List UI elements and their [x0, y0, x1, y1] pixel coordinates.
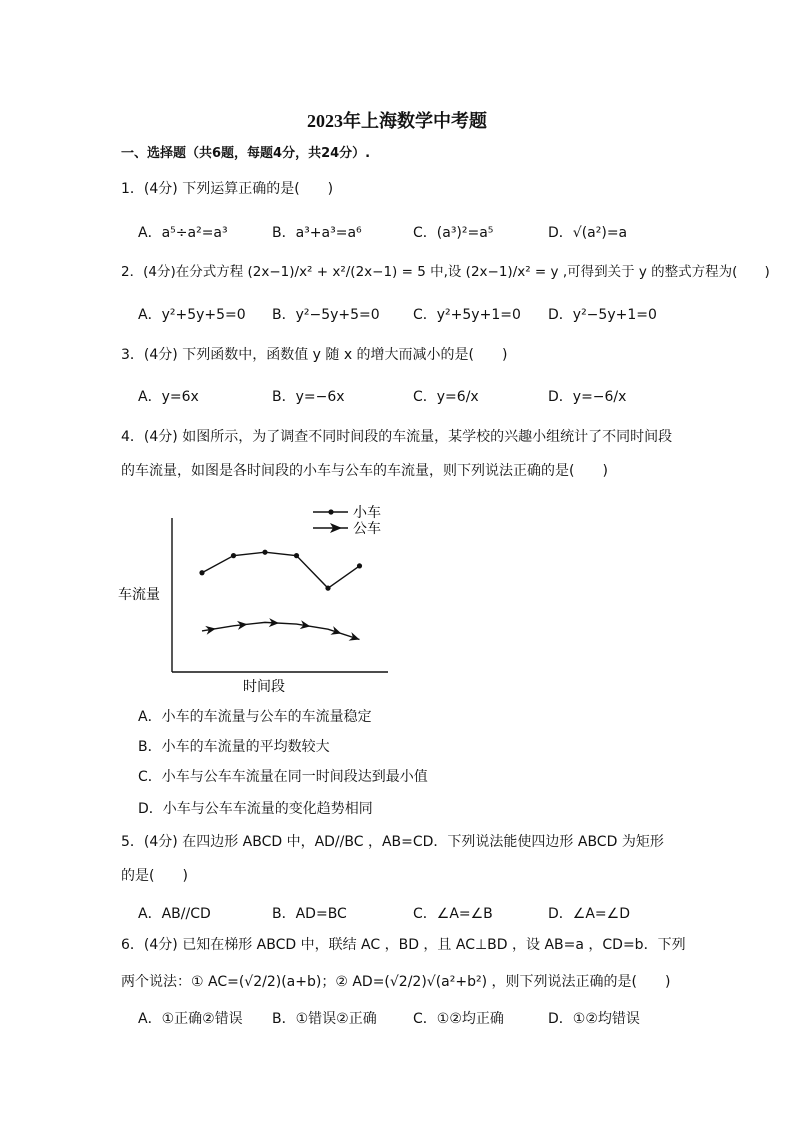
- series-1-point: [325, 586, 330, 591]
- q6-option-a: A．①正确②错误: [138, 1011, 243, 1027]
- q4-option-d: D．小车与公车车流量的变化趋势相同: [138, 801, 373, 817]
- page-title: 2023年上海数学中考题: [307, 111, 487, 131]
- q3-option-d: D．y=−6/x: [548, 389, 627, 405]
- q2-option-c: C．y²+5y+1=0: [413, 307, 521, 323]
- q5-option-d: D．∠A=∠D: [548, 906, 630, 922]
- q1-option-a: A．a⁵÷a²=a³: [138, 225, 228, 241]
- q5-option-a: A．AB//CD: [138, 906, 211, 922]
- legend-label-1: 小车: [353, 505, 381, 521]
- series-1-point: [294, 553, 299, 558]
- question-5-line1: 5．(4分) 在四边形 ABCD 中，AD//BC ，AB=CD．下列说法能使四边形 ABCD 为矩形: [121, 834, 664, 850]
- q3-option-a: A．y=6x: [138, 389, 199, 405]
- question-4-line1: 4．(4分) 如图所示，为了调查不同时间段的车流量，某学校的兴趣小组统计了不同时间段: [121, 429, 673, 445]
- q1-option-c: C．(a³)²=a⁵: [413, 225, 494, 241]
- y-axis-label: 车流量: [118, 587, 160, 603]
- plot-layer: [199, 550, 362, 641]
- q4-option-c: C．小车与公车车流量在同一时间段达到最小值: [138, 769, 428, 785]
- series-1-point: [199, 570, 204, 575]
- question-4-line2: 的车流量，如图是各时间段的小车与公车的车流量，则下列说法正确的是( ): [121, 463, 608, 479]
- q2-option-d: D．y²−5y+1=0: [548, 307, 657, 323]
- chart-legend: [313, 505, 381, 537]
- series-line-1: [202, 552, 360, 588]
- q2-option-b: B．y²−5y+5=0: [272, 307, 380, 323]
- question-2-prompt: 2．(4分)在分式方程 (2x−1)/x² + x²/(2x−1) = 5 中,设 (2x−1)/x² = y ,可得到关于 y 的整式方程为( ): [121, 264, 770, 280]
- q3-option-b: B．y=−6x: [272, 389, 345, 405]
- q1-option-d: D．√(a²)=a: [548, 225, 628, 241]
- traffic-flow-chart: [110, 498, 400, 698]
- x-axis-label: 时间段: [243, 679, 285, 695]
- legend-dot-marker: [328, 509, 333, 514]
- q1-option-b: B．a³+a³=a⁶: [272, 225, 362, 241]
- q4-option-a: A．小车的车流量与公车的车流量稳定: [138, 709, 372, 725]
- question-5-line2: 的是( ): [121, 868, 188, 884]
- q5-option-c: C．∠A=∠B: [413, 906, 493, 922]
- q4-option-b: B．小车的车流量的平均数较大: [138, 739, 330, 755]
- q6-option-b: B．①错误②正确: [272, 1011, 377, 1027]
- q6-option-c: C．①②均正确: [413, 1011, 504, 1027]
- series-1-point: [262, 550, 267, 555]
- q5-option-b: B．AD=BC: [272, 906, 347, 922]
- question-6-line2: 两个说法：① AC=(√2/2)(a+b)；② AD=(√2/2)√(a²+b²) ，则下列说法正确的是( ): [121, 974, 671, 990]
- series-1-point: [357, 563, 362, 568]
- legend-label-2: 公车: [353, 521, 381, 537]
- section-heading: 一、选择题（共6题，每题4分，共24分）.: [121, 146, 371, 161]
- series-1-point: [231, 553, 236, 558]
- q3-option-c: C．y=6/x: [413, 389, 479, 405]
- q6-option-d: D．①②均错误: [548, 1011, 640, 1027]
- question-6-line1: 6．(4分) 已知在梯形 ABCD 中，联结 AC ，BD ，且 AC⊥BD ，设 AB=a ，CD=b．下列: [121, 937, 686, 953]
- question-1-prompt: 1．(4分) 下列运算正确的是( ): [121, 181, 334, 197]
- question-3-prompt: 3．(4分) 下列函数中，函数值 y 随 x 的增大而减小的是( ): [121, 347, 508, 363]
- q2-option-a: A．y²+5y+5=0: [138, 307, 246, 323]
